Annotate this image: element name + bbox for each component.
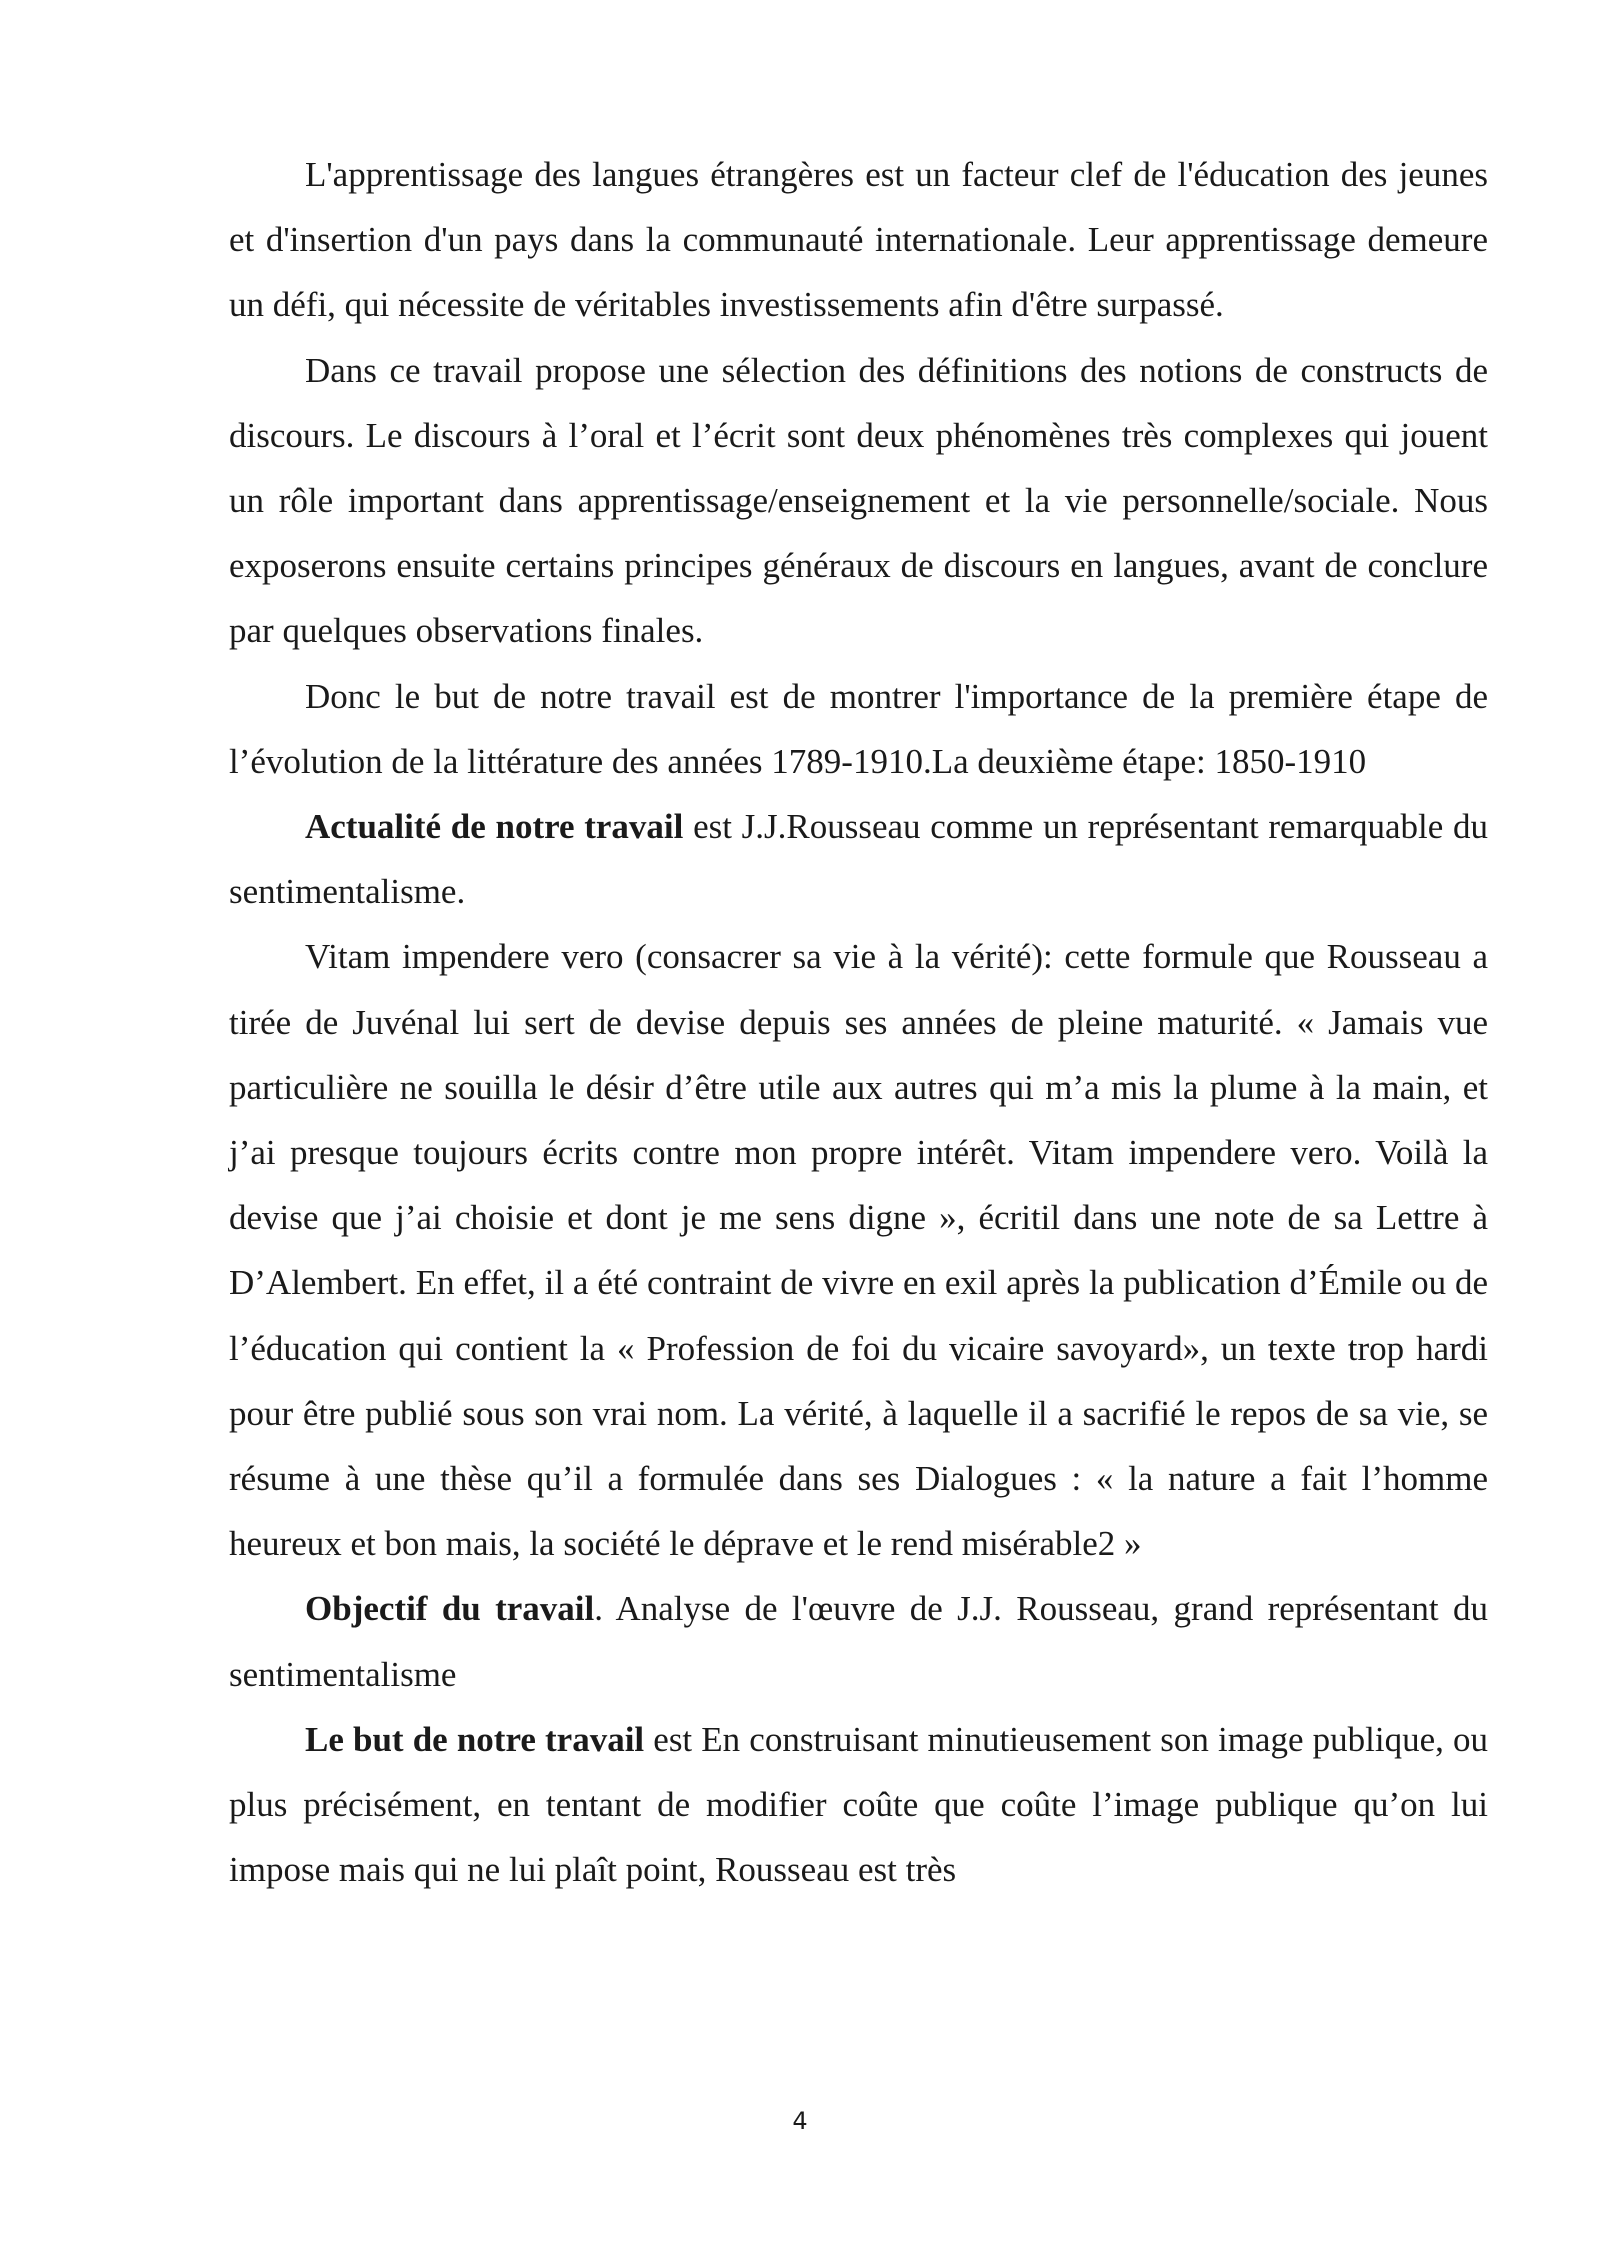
paragraph-actualite [229,794,1488,924]
paragraph-text: L'apprentissage des langues étrangères est un facteur clef de l'éducation des jeunes et d'insertion d'un pays dans la communauté internationale. Leur apprentissage demeure un défi, qui nécessite de véritables investissements afin d'être surpassé. [229,155,1488,325]
body-text [229,142,1488,1902]
paragraph-text: est J.J.Rousseau comme un représentant remarquable du sentimentalisme. [229,807,1488,912]
bold-heading-objectif: Objectif du travail [305,1589,595,1629]
paragraph-but-etapes [229,664,1488,794]
paragraph-langues [229,142,1488,338]
paragraph-text: Donc le but de notre travail est de montrer l'importance de la première étape de l’évolution de la littérature des années 1789-1910.La deuxième étape: 1850-1910 [229,676,1488,781]
bold-heading-actualite: Actualité de notre travail [305,807,684,847]
page-number: 4 [792,2107,808,2135]
paragraph-text: Dans ce travail propose une sélection des définitions des notions de constructs de discours. Le discours à l’oral et l’écrit sont deux phénomènes très complexes qui jouent un rôle important dans apprentissage/enseignement et la vie personnelle/sociale. Nous exposerons ensuite certains principes généraux de discours en langues, avant de conclure par quelques observations finales. [229,350,1488,651]
paragraph-text: est En construisant minutieusement son image publique, ou plus précisément, en tentant de modifier coûte que coûte l’image publique qu’on lui impose mais qui ne lui plaît point, Rousseau est très [229,1719,1488,1890]
paragraph-but-travail [229,1707,1488,1903]
paragraph-text: Vitam impendere vero (consacrer sa vie à la vérité): cette formule que Rousseau a tirée de Juvénal lui sert de devise depuis ses années de pleine maturité. « Jamais vue particulière ne souilla le désir d’être utile aux autres qui m’a mis la plume à la main, et j’ai presque toujours écrits contre mon propre intérêt. Vitam impendere vero. Voilà la devise que j’ai choisie et dont je me sens digne », écritil dans une note de sa Lettre à D’Alembert. En effet, il a été contraint de vivre en exil après la publication d’Émile ou de l’éducation qui contient la « Profession de foi du vicaire savoyard», un texte trop hardi pour être publié sous son vrai nom. La vérité, à laquelle il a sacrifié le repos de sa vie, se résume à une thèse qu’il a formulée dans ses Dialogues : « la nature a fait l’homme heureux et bon mais, la société le déprave et le rend misérable2 » [229,937,1488,1564]
paragraph-objectif [229,1576,1488,1706]
paragraph-text: . Analyse de l'œuvre de J.J. Rousseau, grand représentant du sentimentalisme [229,1589,1488,1694]
bold-heading-but: Le but de notre travail [305,1719,645,1759]
paragraph-vitam-impendere [229,924,1488,1576]
paragraph-discours [229,338,1488,664]
